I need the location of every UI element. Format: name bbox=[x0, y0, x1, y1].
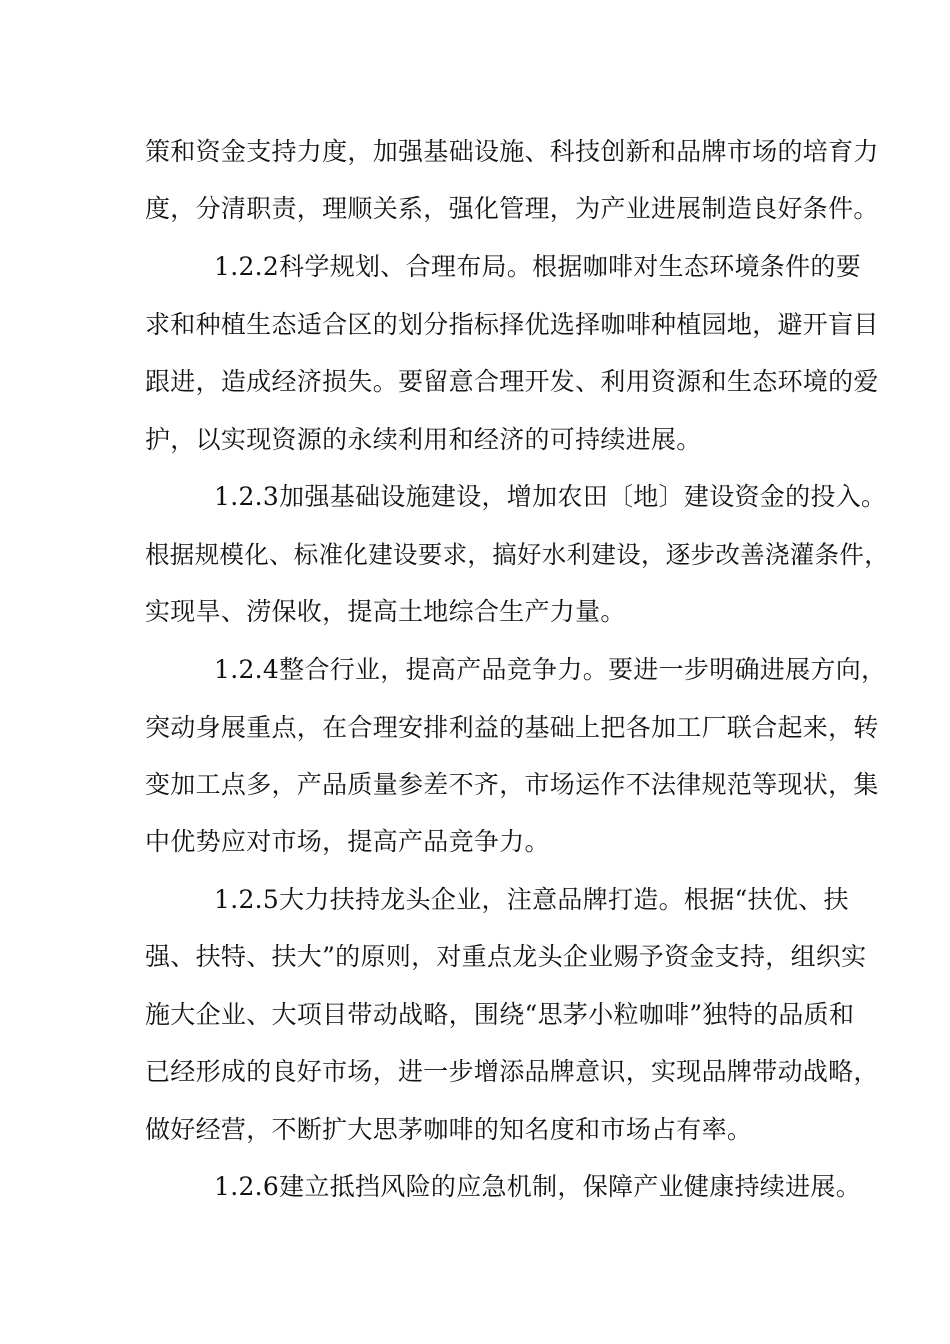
text-line: 已经形成的良好市场，进一步增添品牌意识，实现品牌带动战略， bbox=[145, 1057, 879, 1086]
text-line: 1.2.5大力扶持龙头企业，注意品牌打造。根据“扶优、扶 bbox=[214, 885, 849, 914]
text-line: 突动身展重点，在合理安排利益的基础上把各加工厂联合起来，转 bbox=[145, 713, 879, 742]
text-line: 护，以实现资源的永续利用和经济的可持续进展。 bbox=[145, 425, 702, 454]
text-line: 求和种植生态适合区的划分指标择优选择咖啡种植园地，避开盲目 bbox=[145, 310, 879, 339]
text-line: 1.2.3加强基础设施建设，增加农田〔地〕建设资金的投入。 bbox=[214, 482, 887, 511]
text-line: 强、扶特、扶大”的原则，对重点龙头企业赐予资金支持，组织实 bbox=[145, 942, 867, 971]
text-line: 1.2.4整合行业，提高产品竞争力。要进一步明确进展方向， bbox=[214, 655, 887, 684]
text-line: 策和资金支持力度，加强基础设施、科技创新和品牌市场的培育力 bbox=[145, 137, 879, 166]
text-line: 跟进，造成经济损失。要留意合理开发、利用资源和生态环境的爱 bbox=[145, 367, 879, 396]
text-line: 1.2.2科学规划、合理布局。根据咖啡对生态环境条件的要 bbox=[214, 252, 862, 281]
text-line: 根据规模化、标准化建设要求，搞好水利建设，逐步改善浇灌条件， bbox=[145, 540, 889, 569]
text-line: 做好经营，不断扩大思茅咖啡的知名度和市场占有率。 bbox=[145, 1115, 753, 1144]
text-line: 度，分清职责，理顺关系，强化管理，为产业进展制造良好条件。 bbox=[145, 194, 879, 223]
text-line: 变加工点多，产品质量参差不齐，市场运作不法律规范等现状，集 bbox=[145, 770, 879, 799]
text-line: 中优势应对市场，提高产品竞争力。 bbox=[145, 827, 550, 856]
text-line: 实现旱、涝保收，提高土地综合生产力量。 bbox=[145, 597, 626, 626]
text-line: 施大企业、大项目带动战略，围绕“思茅小粒咖啡”独特的品质和 bbox=[145, 1000, 855, 1029]
text-line: 1.2.6建立抵挡风险的应急机制，保障产业健康持续进展。 bbox=[214, 1172, 862, 1201]
